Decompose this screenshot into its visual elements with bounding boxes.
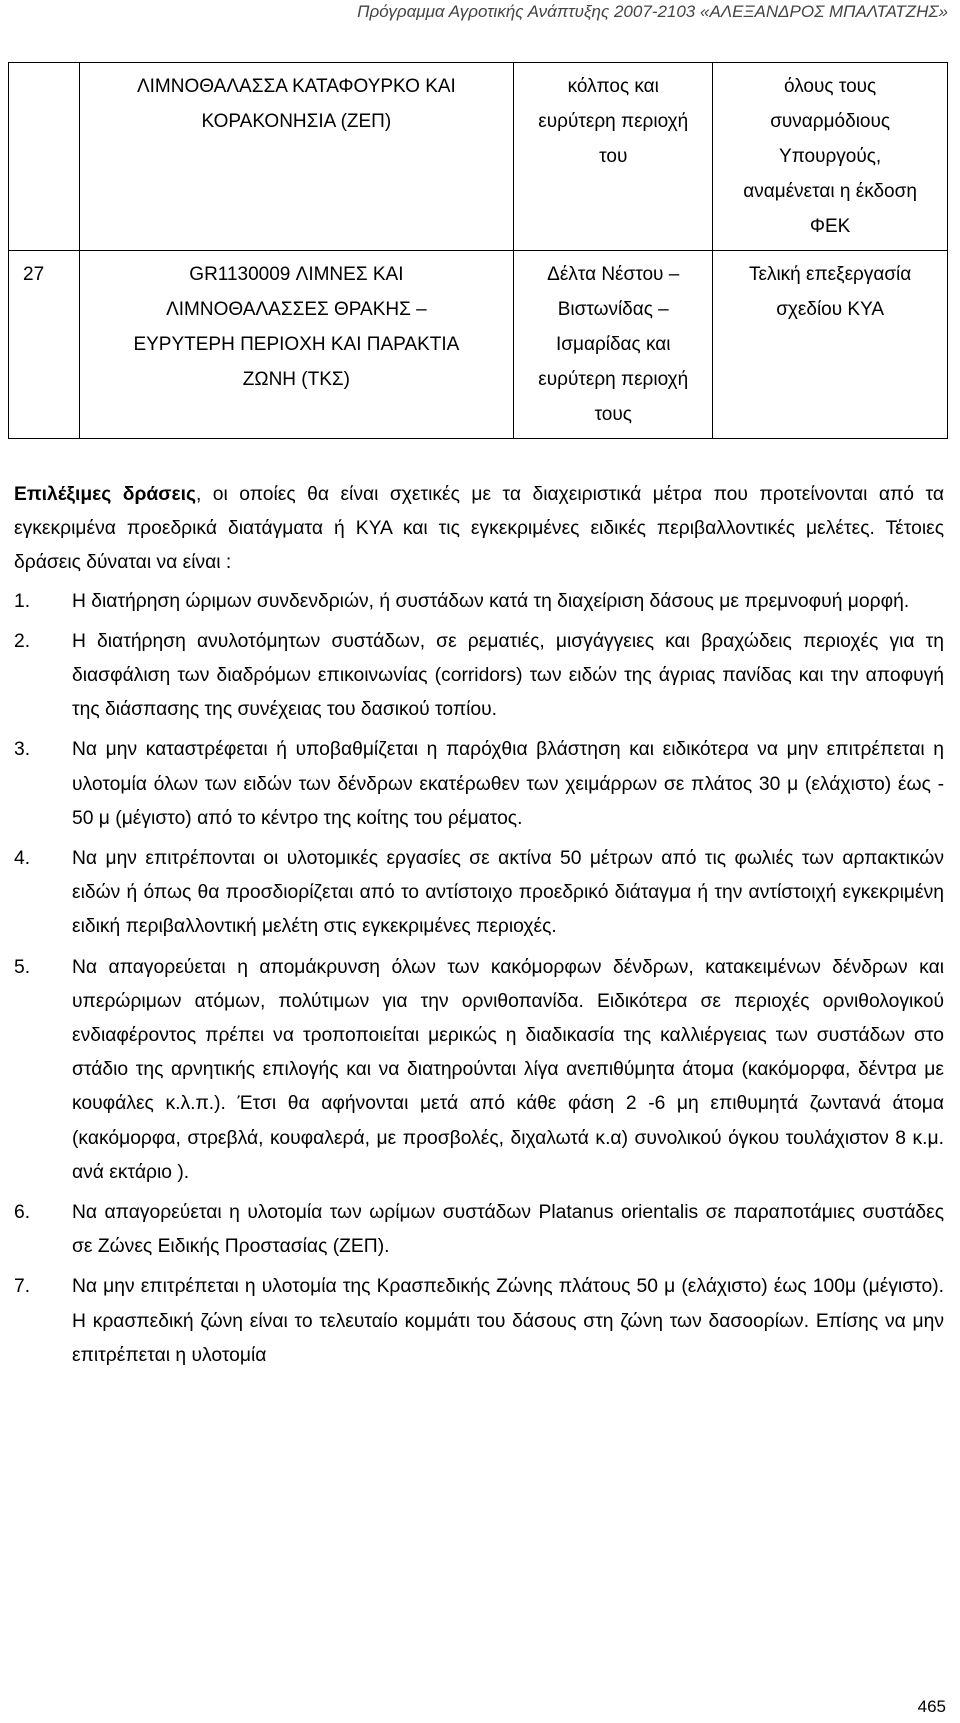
list-item-text: Να απαγορεύεται η υλοτομία των ωρίμων συστάδων Platanus orientalis σε παραποτάμιες συστάδες σε Ζώνες Ειδικής Προστασίας (ΖΕΠ). [72, 1202, 944, 1258]
sites-table [8, 62, 948, 439]
running-header: Πρόγραμμα Αγροτικής Ανάπτυξης 2007-2103 «ΑΛΕΞΑΝΔΡΟΣ ΜΠΑΛΤΑΤΖΗΣ» [357, 2, 948, 21]
site-area-cell: κόλπος και ευρύτερη περιοχή του [514, 63, 713, 251]
intro-bold-lead: Επιλέξιμες δράσεις [14, 484, 196, 505]
list-item-text: Η διατήρηση ανυλοτόμητων συστάδων, σε ρεματιές, μισγάγγειες και βραχώδεις περιοχές για τη διασφάλιση των διαδρόμων επικοινωνίας (corridors) των ειδών της άγριας πανίδας και την αποφυγή της διάσπασης της συνέχειας του δασικού τοπίου. [72, 630, 944, 721]
list-item [14, 733, 944, 836]
list-item-text: Να μην επιτρέπεται η υλοτομία της Κρασπεδικής Ζώνης πλάτους 50 μ (ελάχιστο) έως 100μ (μέγιστο). Η κρασπεδική ζώνη είναι το τελευταίο κομμάτι του δάσους στη ζώνη των δασοορίων. Επίσης να μην επιτρέπεται η υλοτομία [72, 1276, 944, 1366]
list-item-number: 1. [14, 590, 31, 612]
site-name-cell: GR1130009 ΛΙΜΝΕΣ ΚΑΙ ΛΙΜΝΟΘΑΛΑΣΣΕΣ ΘΡΑΚΗΣ – ΕΥΡΥΤΕΡΗ ΠΕΡΙΟΧΗ ΚΑΙ ΠΑΡΑΚΤΙΑ ΖΩΝΗ (ΤΚΣ) [79, 251, 514, 439]
row-number [9, 63, 80, 251]
table-row [9, 63, 948, 251]
list-item-number: 2. [14, 630, 31, 652]
list-item-number: 4. [14, 848, 31, 870]
list-item-number: 6. [14, 1202, 31, 1224]
intro-paragraph [14, 478, 944, 581]
list-item-text: Να μην επιτρέπονται οι υλοτομικές εργασίες σε ακτίνα 50 μέτρων από τις φωλιές των αρπακτικών ειδών ή όπως θα προσδιορίζεται από το αντίστοιχο προεδρικό διάταγμα ή την αντίστοιχή εγκεκριμένη ειδική περιβαλλοντική μελέτη στις εγκεκριμένες περιοχές. [72, 848, 944, 938]
list-item-number: 5. [14, 956, 31, 978]
intro-rest: , οι οποίες θα είναι σχετικές με τα διαχειριστικά μέτρα που προτείνονται από τα εγκεκριμένα προεδρικά διατάγματα ή ΚΥΑ και τις εγκεκριμένες ειδικές περιβαλλοντικές μελέτες. Τέτοιες δράσεις δύναται να είναι : [14, 484, 944, 574]
page-number: 465 [917, 1697, 946, 1716]
site-name-cell: ΛΙΜΝΟΘΑΛΑΣΣΑ ΚΑΤΑΦΟΥΡΚΟ ΚΑΙ ΚΟΡΑΚΟΝΗΣΙΑ (ΖΕΠ) [79, 63, 514, 251]
list-item [14, 1270, 944, 1373]
list-item [14, 951, 944, 1190]
list-item [14, 585, 944, 619]
list-item-number: 3. [14, 739, 31, 761]
list-item [14, 1196, 944, 1264]
row-number: 27 [9, 251, 80, 439]
table-row [9, 251, 948, 439]
list-item-text: Να μην καταστρέφεται ή υποβαθμίζεται η παρόχθια βλάστηση και ειδικότερα να μην επιτρέπεται η υλοτομία όλων των ειδών των δένδρων εκατέρωθεν των χειμάρρων σε πλάτος 30 μ (ελάχιστο) έως - 50 μ (μέγιστο) από το κέντρο της κοίτης του ρέματος. [72, 739, 944, 829]
body-text [14, 478, 944, 1379]
list-item [14, 842, 944, 945]
site-status-cell: όλους τους συναρμόδιους Υπουργούς, αναμένεται η έκδοση ΦΕΚ [713, 63, 948, 251]
site-status-cell: Τελική επεξεργασία σχεδίου ΚΥΑ [713, 251, 948, 439]
site-area-cell: Δέλτα Νέστου – Βιστωνίδας – Ισμαρίδας και ευρύτερη περιοχή τους [514, 251, 713, 439]
list-item-text: Η διατήρηση ώριμων συνδενδριών, ή συστάδων κατά τη διαχείριση δάσους με πρεμνοφυή μορφή. [72, 590, 910, 612]
list-item [14, 625, 944, 728]
list-item-text: Να απαγορεύεται η απομάκρυνση όλων των κακόμορφων δένδρων, κατακειμένων δένδρων και υπερώριμων ατόμων, πολύτιμων για την ορνιθοπανίδα. Ειδικότερα σε περιοχές ορνιθολογικού ενδιαφέροντος πρέπει να τροποποιείται μερικώς η διαδικασία της καλλιέργειας των συστάδων στο στάδιο της αρνητικής επιλογής και να διατηρούνται λίγα ανεπιθύμητα άτομα (κακόμορφα, δέντρα με κουφάλες κ.λ.π.). Έτσι θα αφήνονται μετά από κάθε φάση 2 -6 μη επιθυμητά ζωντανά άτομα (κακόμορφα, στρεβλά, κουφαλερά, με προσβολές, διχαλωτά κ.α) συνολικού όγκου τουλάχιστον 8 κ.μ. ανά εκτάριο ). [72, 956, 944, 1183]
list-item-number: 7. [14, 1276, 31, 1298]
